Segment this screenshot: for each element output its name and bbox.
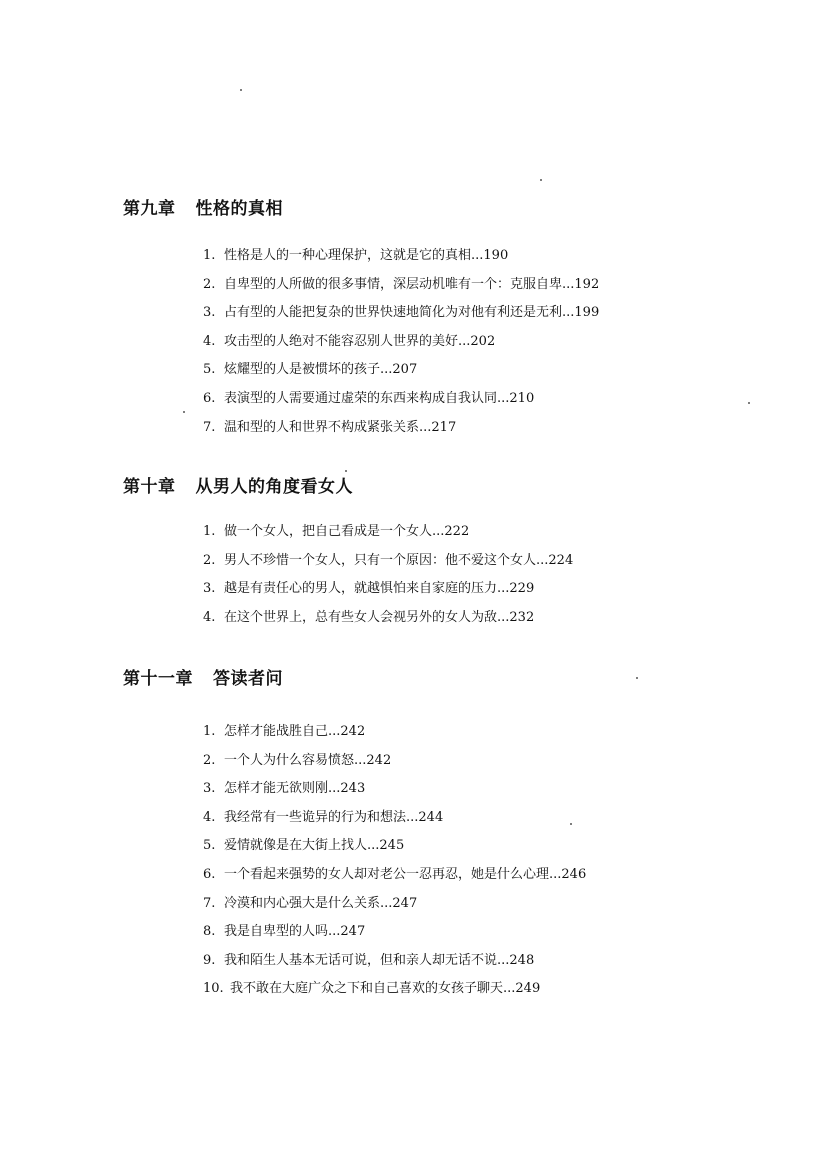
- entry-text: 冷漠和内心强大是什么关系...247: [224, 895, 418, 911]
- entry-index: 5.: [203, 362, 216, 378]
- entry-index: 6.: [203, 866, 216, 882]
- toc-entry[interactable]: [123, 747, 723, 776]
- chapter-items: [123, 242, 723, 442]
- entry-text: 我是自卑型的人吗...247: [224, 924, 366, 940]
- toc-entry[interactable]: [123, 328, 723, 357]
- entry-text: 一个人为什么容易愤怒...242: [224, 752, 392, 768]
- chapter-number: 第十章: [123, 477, 176, 497]
- entry-text: 攻击型的人绝对不能容忍别人世界的美好...202: [224, 333, 496, 349]
- entry-index: 7.: [203, 419, 216, 435]
- entry-text: 在这个世界上，总有些女人会视另外的女人为敌...232: [224, 609, 535, 625]
- toc-entry[interactable]: [123, 575, 723, 604]
- toc-entry[interactable]: [123, 975, 723, 1004]
- scan-speck: [240, 89, 242, 91]
- chapter-items: [123, 518, 723, 632]
- toc-entry[interactable]: [123, 832, 723, 861]
- scan-speck: [748, 402, 750, 404]
- entry-index: 3.: [203, 781, 216, 797]
- entry-text: 做一个女人，把自己看成是一个女人...222: [224, 524, 470, 539]
- entry-text: 越是有责任心的男人，就越惧怕来自家庭的压力...229: [224, 581, 535, 597]
- entry-index: 1.: [203, 524, 216, 539]
- chapter-items: [123, 718, 723, 1004]
- entry-text: 表演型的人需要通过虚荣的东西来构成自我认同...210: [224, 390, 535, 406]
- toc-entry[interactable]: [123, 242, 723, 271]
- chapter-11: [123, 666, 723, 1004]
- entry-text: 怎样才能战胜自己...242: [224, 724, 366, 739]
- entry-text: 自卑型的人所做的很多事情，深层动机唯有一个：克服自卑...192: [224, 276, 600, 292]
- toc-entry[interactable]: [123, 918, 723, 947]
- entry-text: 炫耀型的人是被惯坏的孩子...207: [224, 362, 418, 378]
- entry-index: 1.: [203, 724, 216, 739]
- toc-entry[interactable]: [123, 604, 723, 633]
- entry-text: 爱情就像是在大街上找人...245: [224, 838, 405, 854]
- entry-index: 3.: [203, 581, 216, 597]
- entry-text: 我经常有一些诡异的行为和想法...244: [224, 809, 444, 825]
- chapter-heading: [123, 474, 723, 500]
- toc-entry[interactable]: [123, 547, 723, 576]
- entry-index: 6.: [203, 390, 216, 406]
- toc-entry[interactable]: [123, 356, 723, 385]
- entry-text: 一个看起来强势的女人却对老公一忍再忍，她是什么心理...246: [224, 866, 587, 882]
- chapter-heading: [123, 196, 723, 222]
- toc-entry[interactable]: [123, 385, 723, 414]
- toc-entry[interactable]: [123, 947, 723, 976]
- toc-entry[interactable]: [123, 718, 723, 747]
- entry-index: 5.: [203, 838, 216, 854]
- entry-index: 3.: [203, 305, 216, 321]
- entry-index: 4.: [203, 333, 216, 349]
- entry-index: 8.: [203, 924, 216, 940]
- entry-text: 温和型的人和世界不构成紧张关系...217: [224, 419, 457, 435]
- entry-text: 我不敢在大庭广众之下和自己喜欢的女孩子聊天...249: [230, 981, 541, 997]
- entry-index: 2.: [203, 276, 216, 292]
- entry-index: 4.: [203, 609, 216, 625]
- toc-entry[interactable]: [123, 861, 723, 890]
- entry-index: 2.: [203, 552, 216, 568]
- entry-text: 男人不珍惜一个女人，只有一个原因：他不爱这个女人...224: [224, 552, 574, 568]
- toc-entry[interactable]: [123, 804, 723, 833]
- toc-entry[interactable]: [123, 775, 723, 804]
- chapter-number: 第九章: [123, 199, 176, 219]
- entry-index: 1.: [203, 248, 216, 263]
- chapter-title: 答读者问: [213, 669, 283, 689]
- toc-entry[interactable]: [123, 271, 723, 300]
- scan-speck: [540, 179, 542, 181]
- entry-index: 7.: [203, 895, 216, 911]
- toc-entry[interactable]: [123, 299, 723, 328]
- entry-text: 怎样才能无欲则刚...243: [224, 781, 366, 797]
- entry-index: 9.: [203, 952, 216, 968]
- entry-index: 10.: [203, 981, 224, 997]
- chapter-9: [123, 196, 723, 442]
- entry-index: 2.: [203, 752, 216, 768]
- scan-speck: [345, 470, 347, 472]
- chapter-number: 第十一章: [123, 669, 193, 689]
- entry-text: 我和陌生人基本无话可说，但和亲人却无话不说...248: [224, 952, 535, 968]
- entry-text: 占有型的人能把复杂的世界快速地简化为对他有利还是无利...199: [224, 305, 600, 321]
- toc-entry[interactable]: [123, 518, 723, 547]
- chapter-heading: [123, 666, 723, 692]
- chapter-10: [123, 474, 723, 632]
- toc-entry[interactable]: [123, 890, 723, 919]
- toc-entry[interactable]: [123, 414, 723, 443]
- entry-text: 性格是人的一种心理保护，这就是它的真相...190: [224, 248, 509, 263]
- chapter-title: 从男人的角度看女人: [195, 477, 353, 497]
- entry-index: 4.: [203, 809, 216, 825]
- chapter-title: 性格的真相: [195, 199, 283, 219]
